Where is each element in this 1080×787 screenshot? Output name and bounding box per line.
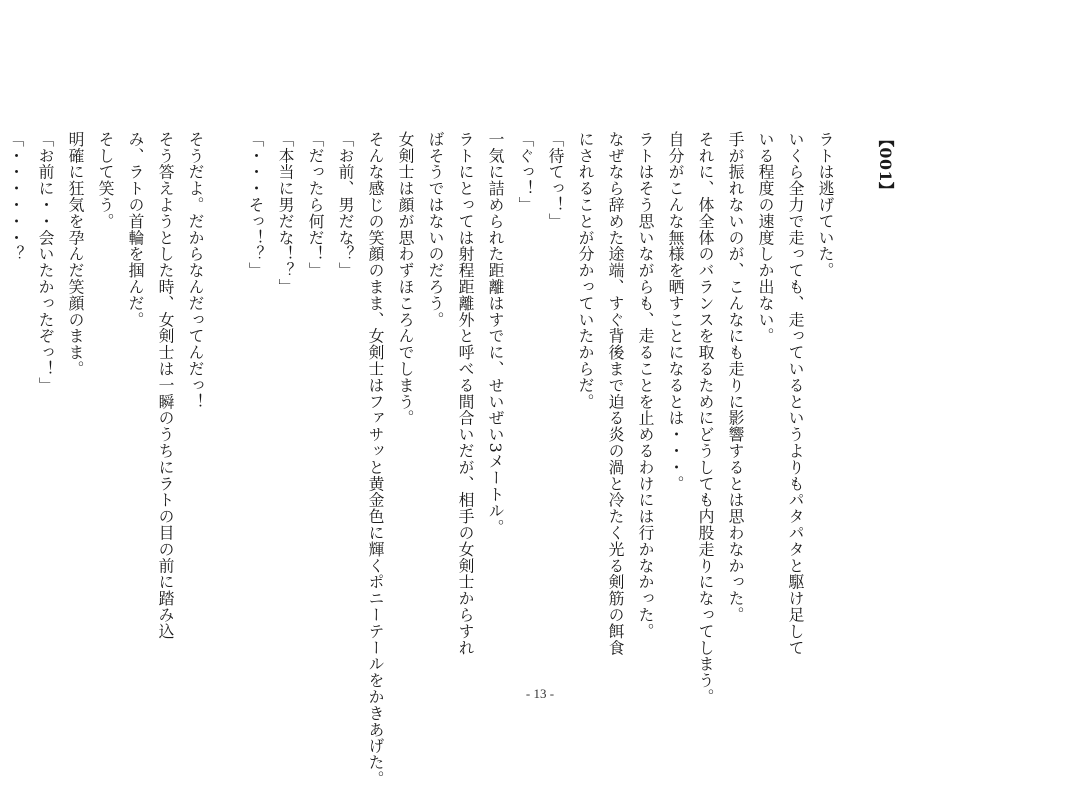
paragraph: ラトにとっては射程距離外と呼べる間合いだが、相手の女剣士からすればそうではないのだろう。	[426, 131, 475, 656]
dialogue-line: 「お前に・・会いたかったぞっ！」	[36, 131, 55, 394]
paragraph: 手が振れないのが、こんなにも走りに影響するとは思わなかった。	[726, 131, 745, 623]
paragraph: そして笑う。	[96, 131, 115, 230]
dialogue-line: 「お前、男だな？」	[336, 131, 355, 279]
paragraph: そうだよ。だからなんだってんだっ！	[186, 131, 205, 410]
paragraph: そう答えようとした時、女剣士は一瞬のうちにラトの目の前に踏み込み、ラトの首輪を掴んだ。	[126, 131, 175, 640]
paragraph: そんな感じの笑顔のまま、女剣士はファサッと黄金色に輝くポニーテールをかきあげた。	[366, 131, 385, 787]
page-number: - 13 -	[525, 686, 555, 701]
dialogue-line: 「本当に男だな！？」	[276, 131, 295, 295]
paragraph: ラトはそう思いながらも、走ることを止めるわけには行かなかった。	[636, 131, 655, 640]
paragraph: 自分がこんな無様を晒すことになるとは・・・。	[666, 131, 685, 492]
paragraph: いくら全力で走っても、走っているというよりもパタパタと駆け足している程度の速度しか出ない。	[756, 131, 805, 656]
dialogue-line: 「・・・・・・？	[6, 131, 25, 263]
dialogue-line: 「だったら何だ！」	[306, 131, 325, 279]
paragraph: 女剣士は顔が思わずほころんでしまう。	[396, 131, 415, 427]
dialogue-line: 「待てっ！」	[546, 131, 565, 230]
dialogue-line: 「・・・そっ！？」	[246, 131, 265, 279]
paragraph: 一気に詰められた距離はすでに、せいぜい3メートル。	[486, 131, 505, 536]
paragraph: それに、体全体のバランスを取るためにどうしても内股走りになってしまう。	[696, 131, 715, 705]
dialogue-line: 「ぐっ！」	[516, 131, 535, 213]
paragraph: ラトは逃げていた。	[816, 131, 835, 279]
paragraph: なぜなら辞めた途端、すぐ背後まで迫る炎の渦と冷たく光る剣筋の餌食にされることが分かっていたからだ。	[576, 131, 625, 656]
paragraph: 明確に狂気を孕んだ笑顔のまま。	[66, 131, 85, 377]
chapter-heading: 【001】	[876, 131, 895, 199]
